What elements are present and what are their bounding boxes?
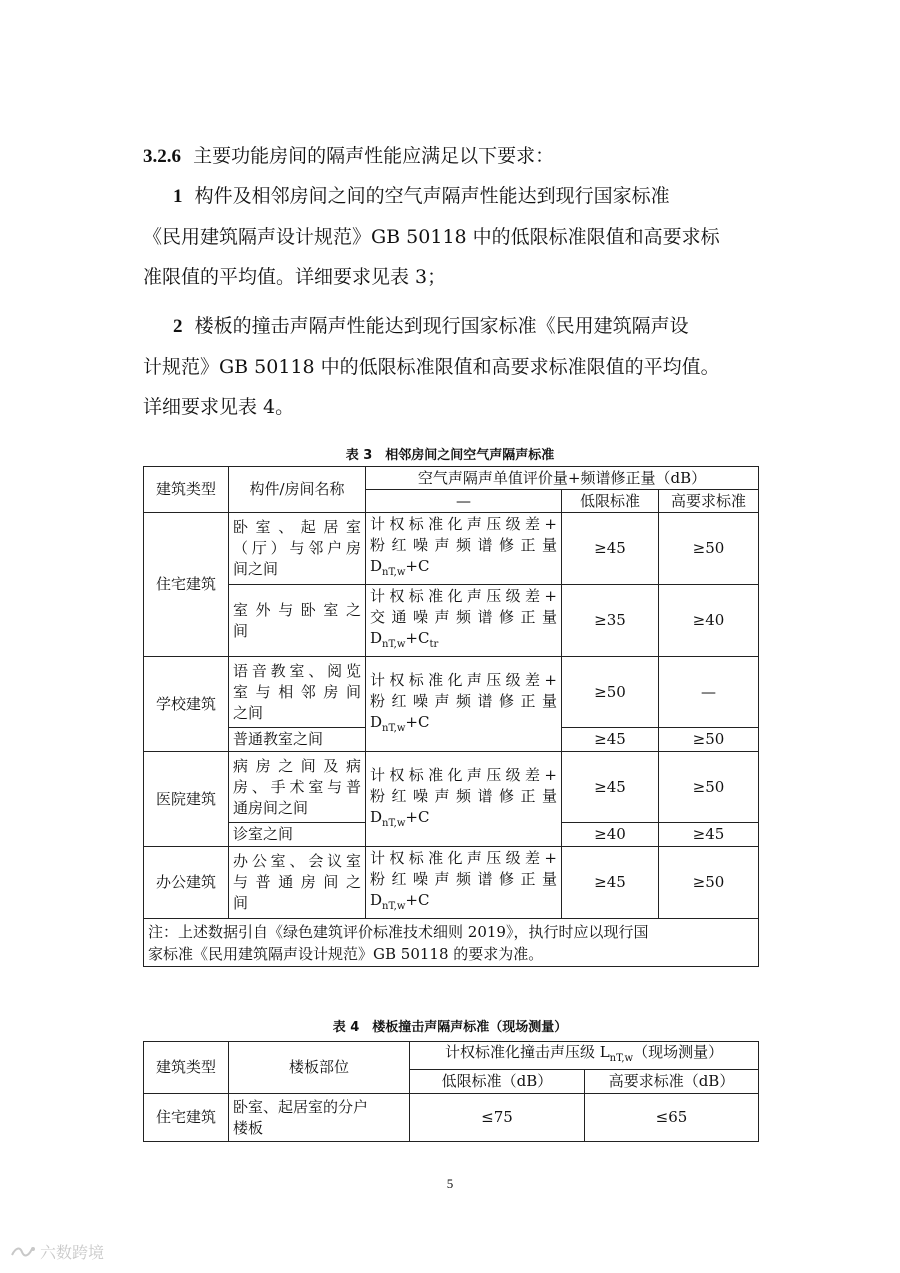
table-4-building-type: 住宅建筑 bbox=[144, 1094, 229, 1142]
item-1-number: 1 bbox=[173, 186, 183, 207]
high-value: ≥50 bbox=[659, 728, 759, 752]
table-4-header-building-type: 建筑类型 bbox=[144, 1042, 229, 1094]
metric-line: 粉红噪声频谱修正量 bbox=[370, 691, 557, 710]
table-row bbox=[144, 657, 759, 728]
metric-symbol: $D_{nT,w}+C$ bbox=[370, 891, 430, 912]
item-1-line-1: 构件及相邻房间之间的空气声隔声性能达到现行国家标准 bbox=[194, 185, 670, 207]
low-value: ≥45 bbox=[562, 513, 659, 585]
metric-symbol: $D_{nT,w}+C$ bbox=[370, 557, 430, 578]
high-value: — bbox=[659, 657, 759, 728]
room-line: 与普通房间之 bbox=[233, 873, 361, 891]
table-4 bbox=[143, 1041, 759, 1142]
table-4-high: ≤65 bbox=[585, 1094, 759, 1142]
metric-line: 计权标准化声压级差+ bbox=[370, 515, 557, 533]
table-3-caption: 表 3 相邻房间之间空气声隔声标准 bbox=[345, 448, 555, 463]
high-value: ≥50 bbox=[659, 752, 759, 823]
group-school: 学校建筑 bbox=[144, 657, 229, 752]
table-3 bbox=[143, 466, 759, 967]
table-3-header-high: 高要求标准 bbox=[659, 490, 759, 513]
section-number: 3.2.6 bbox=[143, 146, 181, 167]
room-line: 室与相邻房间 bbox=[233, 682, 361, 701]
metric-symbol: $D_{nT,w}+C$ bbox=[370, 712, 430, 734]
room-cell bbox=[229, 513, 366, 585]
metric-symbol: $D_{nT,w}+C_{tr}$ bbox=[370, 629, 439, 650]
room-cell bbox=[229, 847, 366, 919]
metric-line: 粉红噪声频谱修正量 bbox=[370, 786, 557, 805]
room-cell bbox=[229, 657, 366, 728]
metric-line: 计权标准化声压级差+ bbox=[370, 670, 557, 689]
note-line: 注：上述数据引自《绿色建筑评价标准技术细则 2019》，执行时应以现行国 bbox=[148, 922, 649, 941]
table-4-low: ≤75 bbox=[410, 1094, 585, 1142]
metric-line: 计权标准化声压级差+ bbox=[370, 587, 557, 605]
low-value: ≥35 bbox=[562, 585, 659, 657]
metric-cell bbox=[366, 847, 562, 919]
part-line: 卧室、起居室的分户 bbox=[233, 1097, 369, 1116]
item-1 bbox=[143, 176, 763, 297]
room-cell bbox=[229, 752, 366, 823]
room-line: 卧室、起居室 bbox=[233, 518, 361, 536]
metric-symbol: $D_{nT,w}+C$ bbox=[370, 807, 430, 829]
table-3-note bbox=[144, 919, 759, 967]
room-cell bbox=[229, 585, 366, 657]
part-line: 楼板 bbox=[233, 1118, 264, 1137]
page-number: 5 bbox=[446, 1176, 454, 1191]
room-cell: 诊室之间 bbox=[229, 823, 366, 847]
watermark-text: 六数跨境 bbox=[40, 1243, 105, 1262]
item-2-number: 2 bbox=[173, 316, 183, 337]
table-row bbox=[144, 513, 759, 585]
section-heading bbox=[143, 136, 763, 177]
item-2-line-1: 楼板的撞击声隔声性能达到现行国家标准《民用建筑隔声设 bbox=[194, 315, 689, 337]
low-value: ≥45 bbox=[562, 728, 659, 752]
table-row bbox=[144, 585, 759, 657]
table-4-caption: 表 4 楼板撞击声隔声标准（现场测量） bbox=[332, 1020, 568, 1035]
low-value: ≥45 bbox=[562, 752, 659, 823]
note-line: 家标准《民用建筑隔声设计规范》GB 50118 的要求为准。 bbox=[148, 944, 544, 963]
item-1-line-2: 《民用建筑隔声设计规范》GB 50118 中的低限标准限值和高要求标 bbox=[143, 226, 720, 248]
metric-line: 交通噪声频谱修正量 bbox=[370, 608, 557, 626]
table-3-header-building-type: 建筑类型 bbox=[144, 467, 229, 513]
watermark bbox=[10, 1240, 104, 1263]
metric-line: 粉红噪声频谱修正量 bbox=[370, 870, 557, 888]
table-row bbox=[144, 847, 759, 919]
item-1-line-3: 准限值的平均值。详细要求见表 3； bbox=[143, 266, 447, 288]
high-value: ≥45 bbox=[659, 823, 759, 847]
metric-line: 粉红噪声频谱修正量 bbox=[370, 536, 557, 554]
table-4-header-metric: 计权标准化撞击声压级 $L_{nT,w}$（现场测量） bbox=[410, 1042, 759, 1070]
room-line: 办公室、会议室 bbox=[233, 852, 361, 870]
group-hospital: 医院建筑 bbox=[144, 752, 229, 847]
metric-line: 计权标准化声压级差+ bbox=[370, 849, 557, 867]
room-line: 之间 bbox=[233, 703, 264, 722]
table-row bbox=[144, 1094, 759, 1142]
room-line: 病房之间及病 bbox=[233, 756, 361, 775]
room-cell: 普通教室之间 bbox=[229, 728, 366, 752]
table-row bbox=[144, 752, 759, 823]
item-2-line-2: 计规范》GB 50118 中的低限标准限值和高要求标准限值的平均值。 bbox=[143, 356, 720, 378]
table-3-header-metric-group: 空气声隔声单值评价量+频谱修正量（dB） bbox=[366, 467, 759, 490]
room-line: 室外与卧室之 bbox=[233, 600, 361, 619]
table-4-part bbox=[229, 1094, 410, 1142]
table-3-note-row bbox=[144, 919, 759, 967]
metric-cell bbox=[366, 513, 562, 585]
room-line: 间之间 bbox=[233, 560, 279, 578]
section-text: 主要功能房间的隔声性能应满足以下要求： bbox=[193, 145, 555, 167]
metric-line: 计权标准化声压级差+ bbox=[370, 765, 557, 784]
item-2 bbox=[143, 306, 763, 427]
table-3-header-metric: — bbox=[366, 490, 562, 513]
room-line: 间 bbox=[233, 621, 249, 640]
high-value: ≥40 bbox=[659, 585, 759, 657]
metric-cell bbox=[366, 585, 562, 657]
low-value: ≥50 bbox=[562, 657, 659, 728]
high-value: ≥50 bbox=[659, 513, 759, 585]
room-line: 通房间之间 bbox=[233, 798, 309, 817]
room-line: （厅）与邻户房 bbox=[233, 539, 361, 557]
table-3-header-low: 低限标准 bbox=[562, 490, 659, 513]
room-line: 房、手术室与普 bbox=[233, 777, 361, 796]
metric-cell bbox=[366, 752, 562, 847]
low-value: ≥45 bbox=[562, 847, 659, 919]
item-2-line-3: 详细要求见表 4。 bbox=[143, 396, 295, 418]
table-3-header-component: 构件/房间名称 bbox=[229, 467, 366, 513]
table-4-header-low: 低限标准（dB） bbox=[410, 1070, 585, 1094]
metric-cell bbox=[366, 657, 562, 752]
low-value: ≥40 bbox=[562, 823, 659, 847]
high-value: ≥50 bbox=[659, 847, 759, 919]
table-4-header-high: 高要求标准（dB） bbox=[585, 1070, 759, 1094]
room-line: 间 bbox=[233, 894, 249, 912]
watermark-logo-icon bbox=[10, 1245, 36, 1259]
group-office: 办公建筑 bbox=[144, 847, 229, 919]
table-4-header-part: 楼板部位 bbox=[229, 1042, 410, 1094]
room-line: 语音教室、阅览 bbox=[233, 661, 361, 680]
group-residential: 住宅建筑 bbox=[144, 513, 229, 657]
